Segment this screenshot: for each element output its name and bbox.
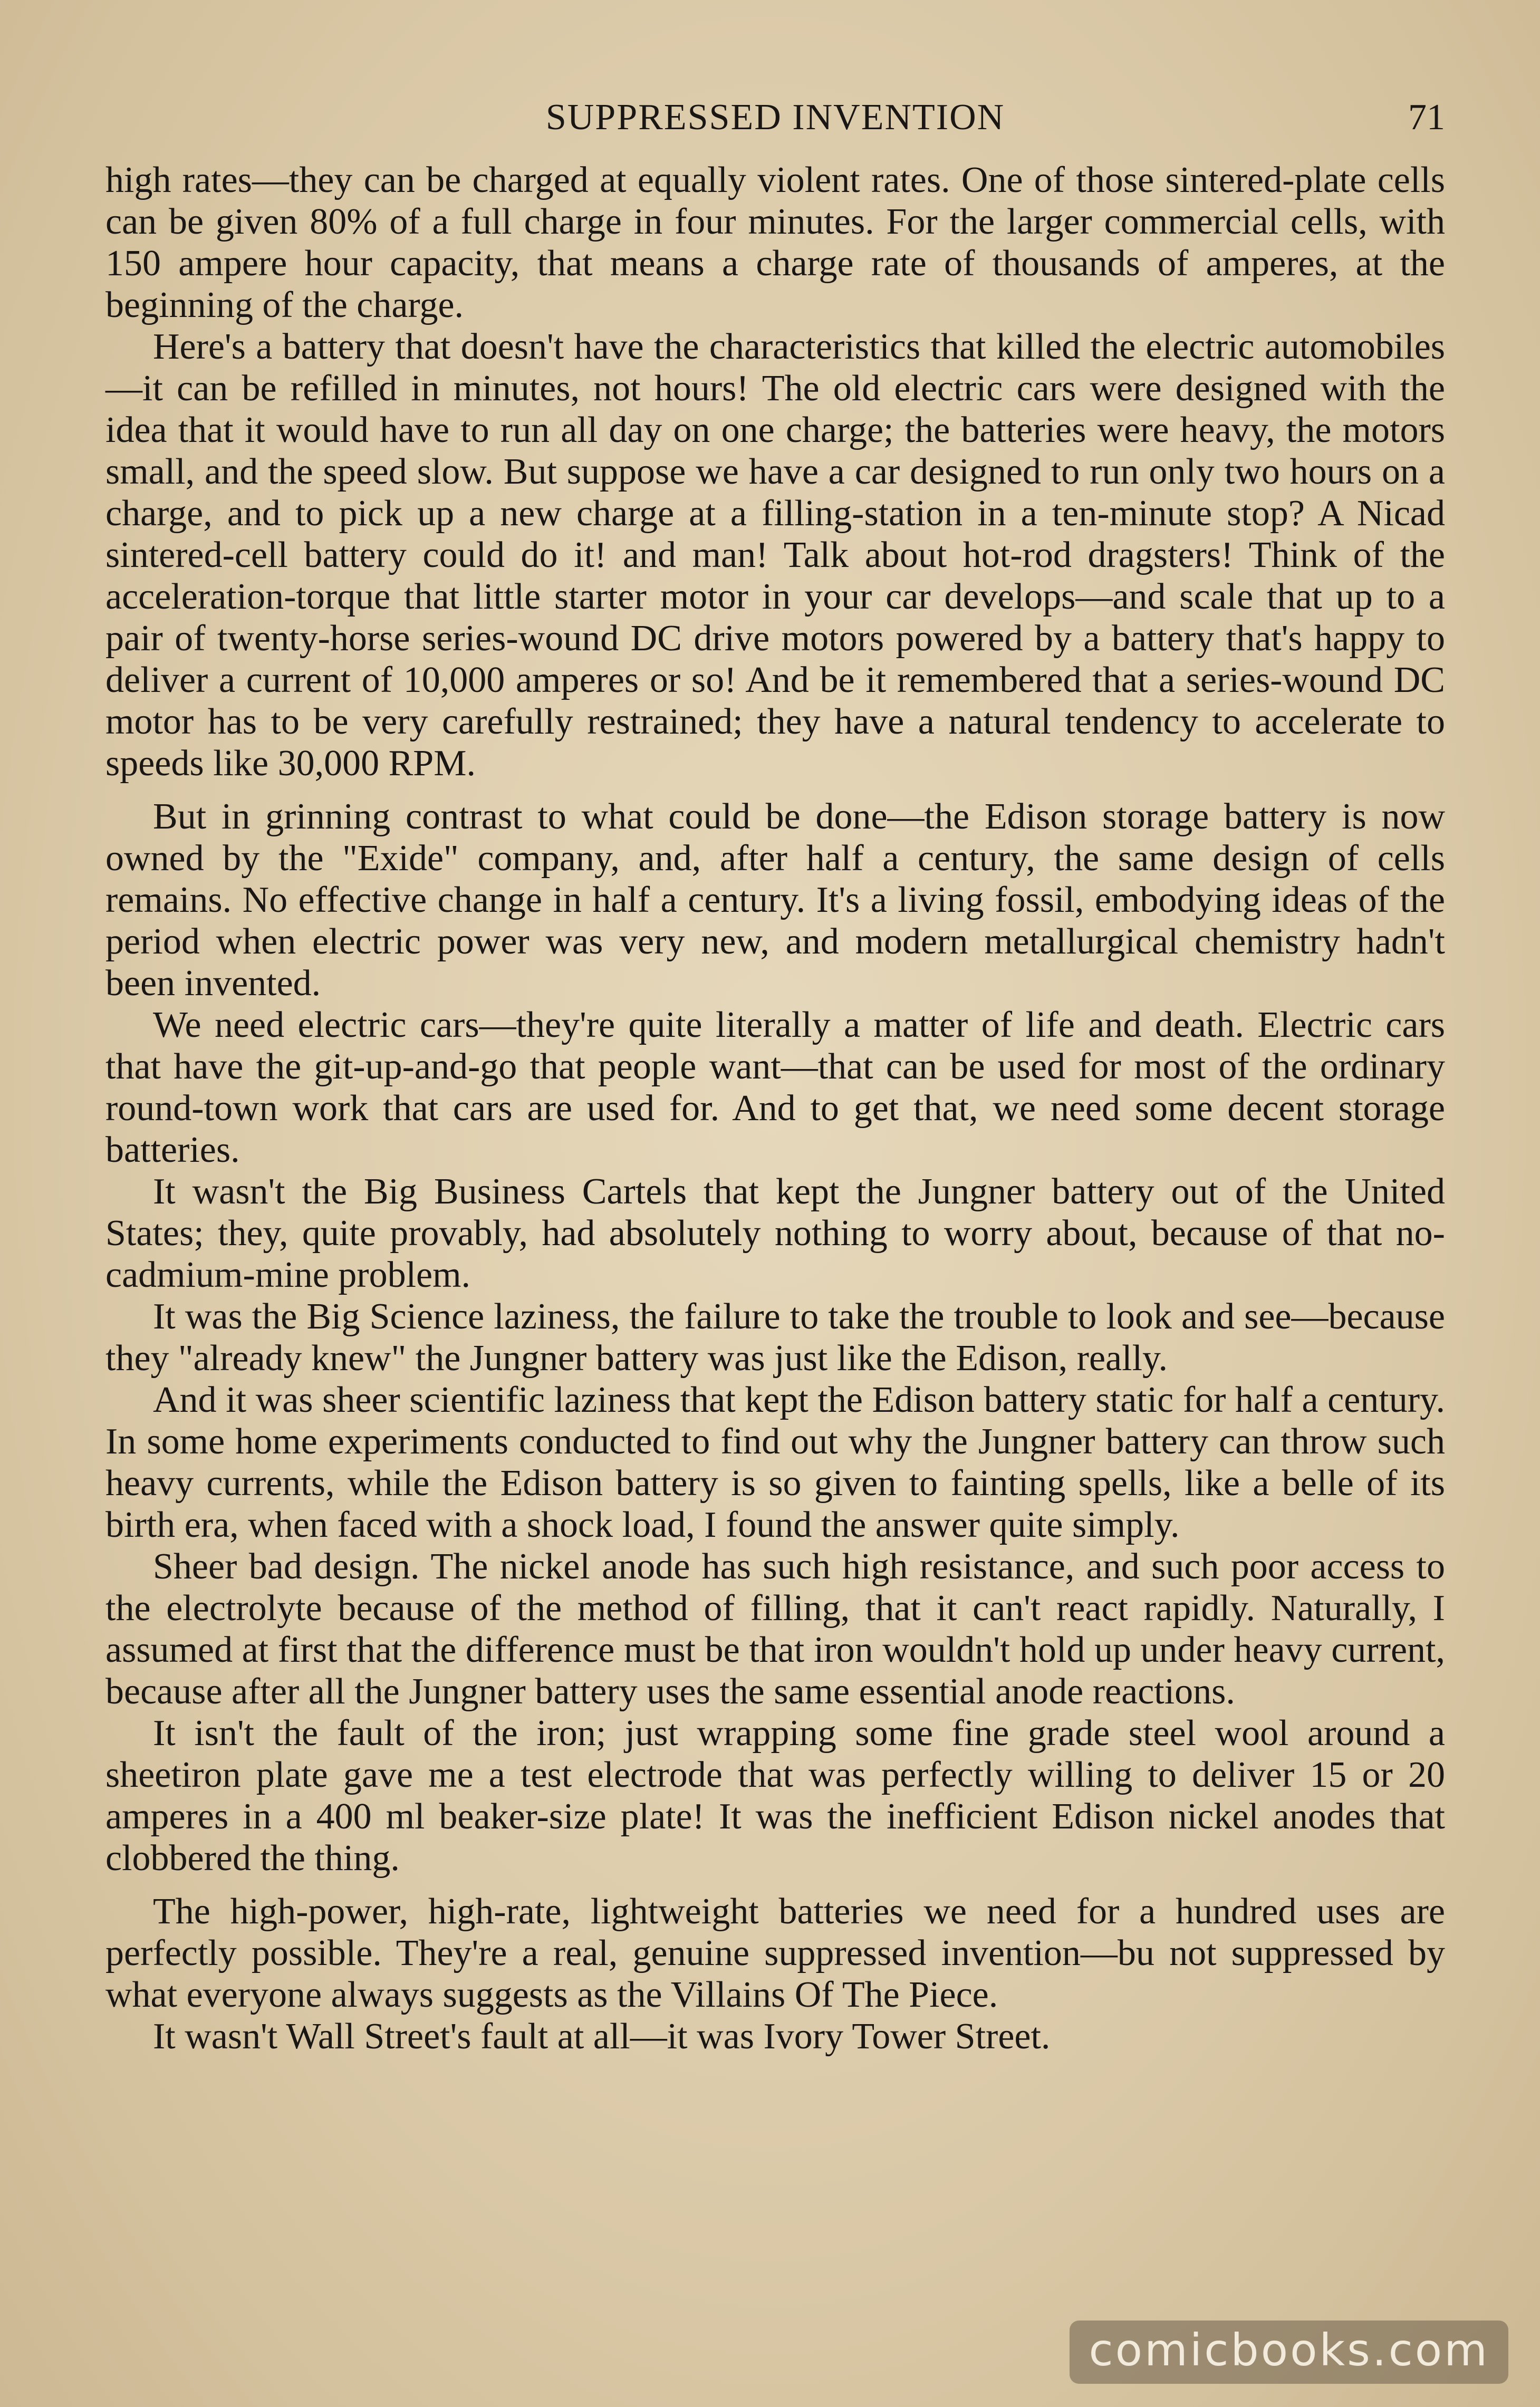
paragraph-2: Here's a battery that doesn't have the characteristics that killed the electric automobiles—it can be refilled in minutes, not hours! The old electric cars were designed with the idea that it would have to run all day on one charge; the batteries were heavy, the motors small, and the speed slow. But suppose we have a car designed to run only two hours on a charge, and to pick up a new charge at a filling-station in a ten-minute stop? A Nicad sintered-cell battery could do it! and man! Talk about hot-rod dragsters! Think of the acceleration-torque that little starter motor in your car develops—and scale that up to a pair of twenty-horse series-wound DC drive motors powered by a battery that's happy to deliver a current of 10,000 amperes or so! And be it remembered that a series-wound DC motor has to be very carefully restrained; they have a natural tendency to accelerate to speeds like 30,000 RPM. bbox=[105, 326, 1445, 784]
watermark: comicbooks.com bbox=[1070, 2321, 1508, 2384]
paragraph-1: high rates—they can be charged at equally violent rates. One of those sintered-plate cells can be given 80% of a full charge in four minutes. For the larger commercial cells, with 150 ampere hour capacity, that means a charge rate of thousands of amperes, at the beginning of the charge. bbox=[105, 160, 1445, 325]
paragraph-6: It was the Big Science laziness, the failure to take the trouble to look and see—because they "already knew" the Jungner battery was just like the Edison, really. bbox=[105, 1296, 1445, 1379]
paragraph-4: We need electric cars—they're quite literally a matter of life and death. Electric cars that have the git-up-and-go that people want—that can be used for most of the ordinary round-town work that cars are used for. And to get that, we need some decent storage batteries. bbox=[105, 1005, 1445, 1170]
page-header bbox=[105, 89, 1445, 147]
paragraph-10: The high-power, high-rate, lightweight batteries we need for a hundred uses are perfectly possible. They're a real, genuine suppressed invention—bu not suppressed by what everyone always suggests as the Villains Of The Piece. bbox=[105, 1891, 1445, 2015]
paragraph-5: It wasn't the Big Business Cartels that kept the Jungner battery out of the United States; they, quite provably, had absolutely nothing to worry about, because of that no-cadmium-mine problem. bbox=[105, 1171, 1445, 1295]
paragraph-7: And it was sheer scientific laziness that kept the Edison battery static for half a century. In some home experiments conducted to find out why the Jungner battery can throw such heavy currents, while the Edison battery is so given to fainting spells, like a belle of its birth era, when faced with a shock load, I found the answer quite simply. bbox=[105, 1380, 1445, 1545]
paragraph-3: But in grinning contrast to what could be done—the Edison storage battery is now owned by the "Exide" company, and, after half a century, the same design of cells remains. No effective change in half a century. It's a living fossil, embodying ideas of the period when electric power was very new, and modern metallurgical chemistry hadn't been invented. bbox=[105, 796, 1445, 1004]
paragraph-8: Sheer bad design. The nickel anode has such high resistance, and such poor access to the electrolyte because of the method of filling, that it can't react rapidly. Naturally, I assumed at first that the difference must be that iron wouldn't hold up under heavy current, because after all the Jungner battery uses the same essential anode reactions. bbox=[105, 1546, 1445, 1712]
page-number: 71 bbox=[1408, 97, 1445, 138]
running-title: SUPPRESSED INVENTION bbox=[545, 97, 1005, 138]
paragraph-11: It wasn't Wall Street's fault at all—it was Ivory Tower Street. bbox=[153, 2016, 1051, 2057]
body-text bbox=[105, 159, 1445, 2057]
paragraph-9: It isn't the fault of the iron; just wrapping some fine grade steel wool around a sheetiron plate gave me a test electrode that was perfectly willing to deliver 15 or 20 amperes in a 400 ml beaker-size plate! It was the inefficient Edison nickel anodes that clobbered the thing. bbox=[105, 1713, 1445, 1879]
